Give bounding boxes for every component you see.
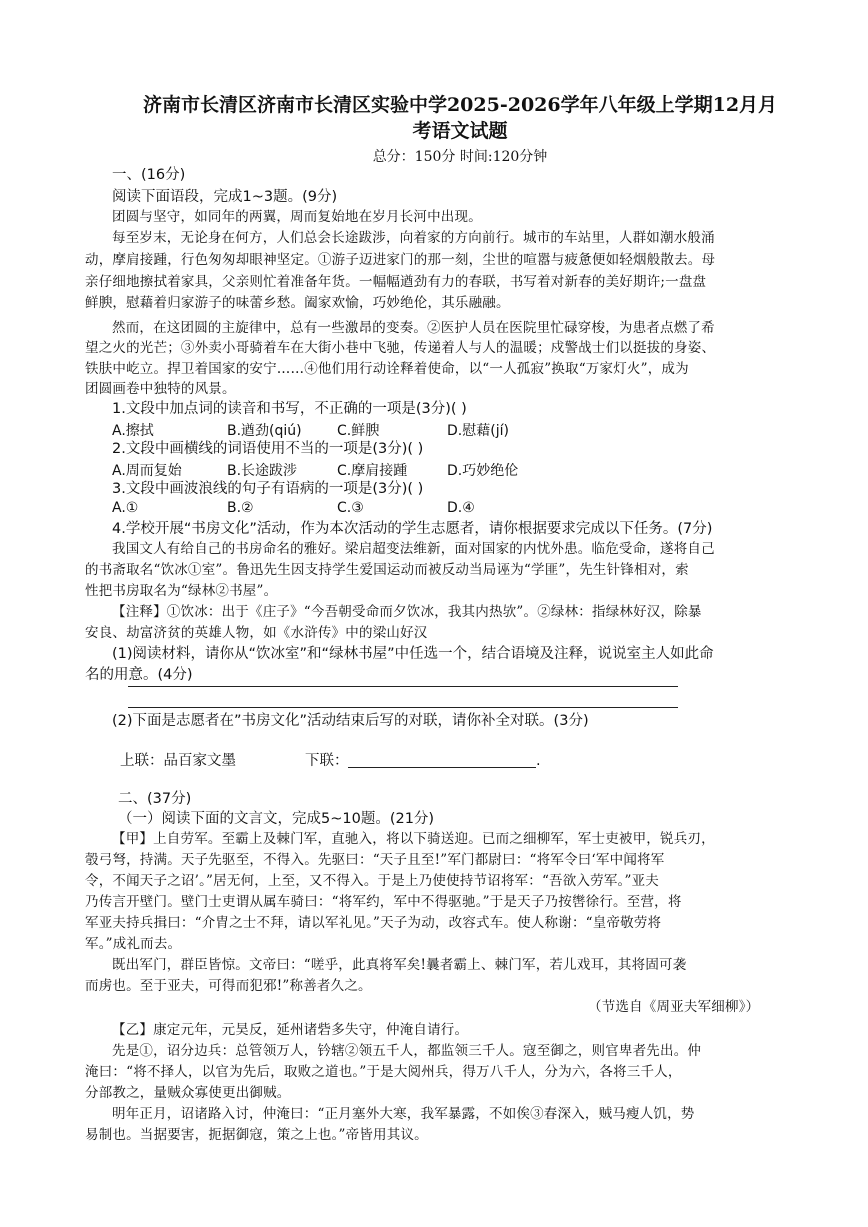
q4-material-line: 性把书房取名为“绿林②书屋”。 — [85, 583, 278, 599]
yi-line: 分部教之，量贼众寡使更出御贼。 — [85, 1085, 291, 1101]
option-a[interactable]: A.周而复始 — [112, 463, 182, 479]
yi-line: 易制也。当据要害，扼据御寇，策之上也。”帝皆用其议。 — [85, 1127, 428, 1143]
q4-material-line: 的书斋取名“饮冰①室”。鲁迅先生因支持学生爱国运动而被反动当局诬为“学匪”，先生针锋相对，索 — [85, 562, 689, 578]
question-3-stem: 3.文段中画波浪线的句子有语病的一项是(3分)( ) — [112, 481, 424, 497]
passage-line: 每至岁末，无论身在何方，人们总会长途跋涉，向着家的方向前行。城市的车站里，人群如潮水般涌 — [112, 230, 715, 246]
q4-sub1-line: (1)阅读材料，请你从“饮冰室”和“绿林书屋”中任选一个，结合语境及注释，说说室主人如此命 — [112, 646, 714, 662]
score-time: 总分：150分 时间:120分钟 — [372, 149, 548, 165]
passage-line: 然而，在这团圆的主旋律中，总有一些激昂的变奏。②医护人员在医院里忙碌穿梭，为患者点燃了希 — [112, 320, 715, 336]
option-c[interactable]: C.摩肩接踵 — [337, 463, 408, 479]
passage-line: 亲仔细地擦拭着家具，父亲则忙着准备年货。一幅幅遒劲有力的春联，书写着对新春的美好期许;一盘盘 — [85, 274, 707, 290]
passage-line: 鲜腴，慰藉着归家游子的味蕾乡愁。阖家欢愉，巧妙绝伦，其乐融融。 — [85, 295, 510, 311]
yi-line: 明年正月，诏诸路入讨，仲淹曰：“正月塞外大寒，我军暴露，不如俟③春深入，贼马瘦人饥，势 — [112, 1106, 695, 1122]
question-2-stem: 2.文段中画横线的词语使用不当的一项是(3分)( ) — [112, 441, 424, 457]
jia-line: 军亚夫持兵揖曰：“介胄之士不拜，请以军礼见。”天子为动，改容式车。使人称谢：“皇帝敬劳将 — [85, 915, 662, 931]
jia-line: 彀弓弩，持满。天子先驱至，不得入。先驱曰：“天子且至!”军门都尉曰：“将军令曰‘军中闻将军 — [85, 852, 665, 868]
q4-sub2: (2)下面是志愿者在”书房文化”活动结束后写的对联，请你补全对联。(3分) — [112, 713, 589, 729]
yi-line: 先是①，诏分边兵：总管领万人，钤辖②领五千人，都监领三千人。寇至御之，则官卑者先出。仲 — [112, 1043, 702, 1059]
section2-sub-heading: （一）阅读下面的文言文，完成5~10题。(21分) — [118, 811, 435, 827]
jia-line: 既出军门，群臣皆惊。文帝曰：“嗟乎，此真将军矣!曩者霸上、棘门军，若儿戏耳，其将固可袭 — [112, 957, 687, 973]
jia-line: 令，不闻天子之诏’。”居无何，上至，又不得入。于是上乃使使持节诏将军：“吾欲入劳军。”亚夫 — [85, 873, 659, 889]
exam-title-line1: 济南市长清区济南市长清区实验中学2025-2026学年八年级上学期12月月 — [142, 94, 778, 116]
passage-line: 团圆画卷中独特的风景。 — [85, 381, 236, 397]
question-1-stem: 1.文段中加点词的读音和书写，不正确的一项是(3分)( ) — [112, 401, 467, 417]
q4-note-line: 【注释】①饮冰：出于《庄子》“今吾朝受命而夕饮冰，我其内热欤”。②绿林：指绿林好汉，除暴 — [112, 604, 702, 620]
option-d[interactable]: D.巧妙绝伦 — [447, 463, 519, 479]
option-c[interactable]: C.鲜腴 — [337, 423, 380, 439]
exam-title-line2: 考语文试题 — [412, 120, 508, 142]
passage-line: 望之火的光芒；③外卖小哥骑着车在大街小巷中飞驰，传递着人与人的温暖；戍警战士们以挺拔的身姿、 — [85, 340, 716, 356]
jia-line: 【甲】上自劳军。至霸上及棘门军，直驰入，将以下骑送迎。已而之细柳军，军士吏被甲，锐兵刃， — [112, 831, 715, 847]
couplet-end: . — [536, 753, 541, 769]
option-b[interactable]: B.遒劲(qiú) — [227, 423, 302, 439]
answer-line[interactable] — [128, 707, 678, 708]
jia-line: 军。”成礼而去。 — [85, 936, 182, 952]
q4-material-line: 我国文人有给自己的书房命名的雅好。梁启超变法维新，面对国家的内忧外患。临危受命，遂将自己 — [112, 541, 715, 557]
yi-line: 淹曰：“将不择人，以官为先后，取败之道也。”于是大阅州兵，得万八千人，分为六，各将三千人， — [85, 1064, 682, 1080]
q4-note-line: 安良、劫富济贫的英雄人物，如《水浒传》中的梁山好汉 — [85, 625, 428, 641]
yi-line: 【乙】康定元年，元昊反，延州诸砦多失守，仲淹自请行。 — [112, 1022, 469, 1038]
question-4-stem: 4.学校开展“书房文化”活动，作为本次活动的学生志愿者，请你根据要求完成以下任务。(7分) — [112, 521, 713, 537]
jia-line: 乃传言开壁门。壁门士吏谓从属车骑曰：“将军约，军中不得驱驰。”于是天子乃按辔徐行。至营，将 — [85, 894, 682, 910]
section1-heading: 一、(16分) — [112, 167, 186, 183]
option-b[interactable]: B.长途跋涉 — [227, 463, 298, 479]
jia-source: （节选自《周亚夫军细柳》） — [588, 999, 760, 1015]
option-c[interactable]: C.③ — [337, 500, 364, 516]
option-a[interactable]: A.擦拭 — [112, 423, 154, 439]
couplet-answer-blank[interactable] — [348, 767, 536, 768]
jia-line: 而虏也。至于亚夫，可得而犯邪!”称善者久之。 — [85, 978, 372, 994]
option-a[interactable]: A.① — [112, 500, 139, 516]
passage-line: 铁肤中屹立。捍卫着国家的安宁……④他们用行动诠释着使命，以“一人孤寂”换取“万家灯火”，成为 — [85, 361, 689, 377]
couplet-up: 上联：品百家文墨 — [120, 753, 236, 769]
section2-heading: 二、(37分) — [118, 791, 192, 807]
option-d[interactable]: D.④ — [447, 500, 475, 516]
q4-sub1-line: 名的用意。(4分) — [85, 667, 193, 683]
couplet-down-label: 下联： — [305, 753, 349, 769]
option-d[interactable]: D.慰藉(jí) — [447, 423, 509, 439]
passage-line: 团圆与坚守，如同年的两翼，周而复始地在岁月长河中出现。 — [112, 209, 482, 225]
passage-line: 动，摩肩接踵，行色匆匆却眼神坚定。①游子迈进家门的那一刻，尘世的喧嚣与疲惫便如轻烟般散去。母 — [85, 252, 716, 268]
answer-line[interactable] — [128, 686, 678, 687]
section1-instruction: 阅读下面语段，完成1~3题。(9分) — [112, 189, 338, 205]
option-b[interactable]: B.② — [227, 500, 254, 516]
